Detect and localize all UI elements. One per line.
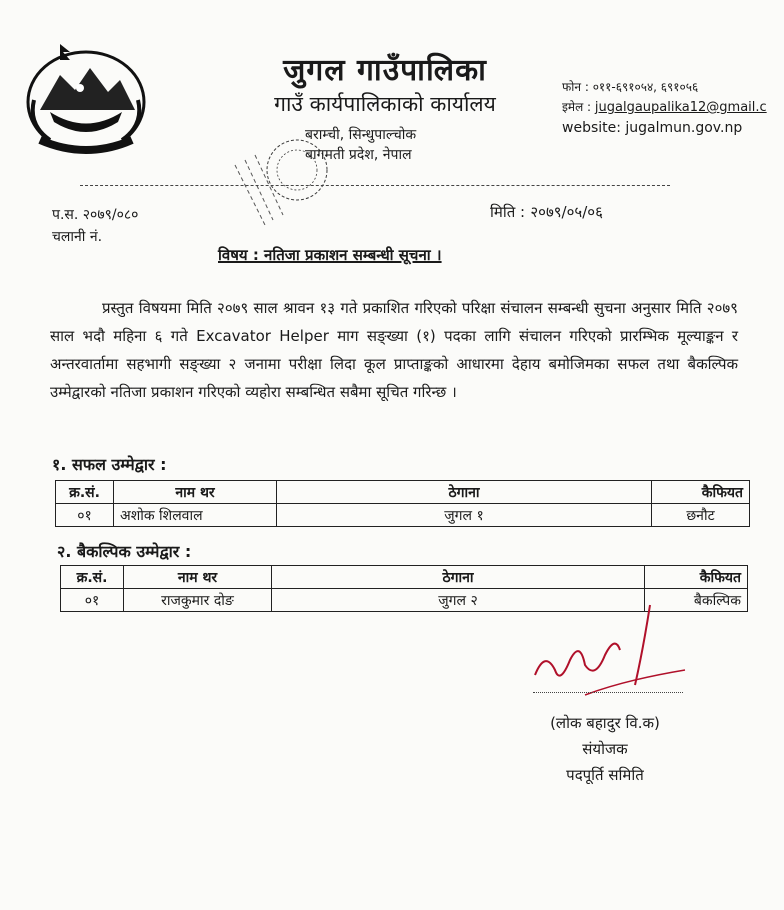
email-row	[562, 97, 767, 118]
table-header-row	[61, 566, 748, 589]
col-remarks: कैफियत	[645, 566, 748, 589]
col-remarks: कैफियत	[652, 481, 750, 504]
header-divider	[80, 185, 670, 186]
table-row	[56, 504, 750, 527]
cell-address: जुगल १	[277, 504, 652, 527]
nepal-emblem-logo	[20, 40, 152, 158]
col-sn: क्र.सं.	[56, 481, 114, 504]
signatory-committee: पदपूर्ति समिति	[566, 766, 644, 784]
email-label: इमेल :	[562, 100, 592, 114]
col-address: ठेगाना	[272, 566, 645, 589]
cell-name: अशोक शिलवाल	[114, 504, 277, 527]
alternate-heading: २. बैकल्पिक उम्मेद्वार :	[57, 542, 192, 561]
office-name: गाउँ कार्यपालिकाको कार्यालय	[274, 92, 496, 116]
cell-sn: ०१	[61, 589, 124, 612]
website-text[interactable]: website: jugalmun.gov.np	[562, 120, 743, 136]
email-link[interactable]: jugalgaupalika12@gmail.c	[594, 100, 767, 115]
phone-text: फोन : ०११-६९१०५४, ६९१०५६	[562, 80, 699, 94]
address	[305, 125, 416, 165]
successful-heading: १. सफल उम्मेद्वार :	[52, 455, 167, 474]
cell-address: जुगल २	[272, 589, 645, 612]
table-header-row	[56, 481, 750, 504]
col-address: ठेगाना	[277, 481, 652, 504]
successful-table	[55, 480, 750, 527]
handwritten-signature	[525, 600, 695, 715]
cell-remarks: बैकल्पिक	[645, 589, 748, 612]
signatory-name: (लोक बहादुर वि.क)	[550, 714, 660, 732]
reference-block	[52, 204, 138, 248]
signatory-title: संयोजक	[582, 740, 628, 758]
notice-body: प्रस्तुत विषयमा मिति २०७९ साल श्रावन १३ गते प्रकाशित गरिएको परिक्षा संचालन सम्बन्धी सुचना अनुसार मिति २०७९ साल भदौ महिना ६ गते Excavator Helper माग सङ्ख्या (१) पदका लागि संचालन गरिएको प्रारम्भिक मूल्याङ्कन र अन्तरवार्तामा सहभागी सङ्ख्या २ जनामा परीक्षा लिदा कूल प्राप्ताङ्कको आधारमा देहाय बमोजिमका सफल तथा बैकल्पिक उम्मेद्वारको नतिजा प्रकाशन गरिएको व्यहोरा सम्बन्धित सबैमा सूचित गरिन्छ ।	[50, 299, 738, 401]
col-name: नाम थर	[124, 566, 272, 589]
signature-line	[533, 692, 683, 693]
col-name: नाम थर	[114, 481, 277, 504]
address-line2: बागमती प्रदेश, नेपाल	[305, 147, 412, 163]
col-sn: क्र.सं.	[61, 566, 124, 589]
contact-block	[562, 77, 767, 138]
cell-remarks: छनौट	[652, 504, 750, 527]
org-name: जुगल गाउँपालिका	[283, 53, 487, 88]
signatory-block	[505, 710, 705, 788]
cell-name: राजकुमार दोङ	[124, 589, 272, 612]
chalani-number: चलानी नं.	[52, 229, 103, 245]
address-line1: बराम्ची, सिन्धुपाल्चोक	[305, 127, 417, 143]
ps-number: प.स. २०७९/०८०	[52, 207, 139, 223]
date-label: मिति :	[490, 203, 526, 221]
date-value: २०७९/०५/०६	[530, 203, 603, 221]
date-block	[490, 202, 603, 222]
subject-line: विषय : नतिजा प्रकाशन सम्बन्धी सूचना ।	[218, 246, 442, 264]
cell-sn: ०१	[56, 504, 114, 527]
